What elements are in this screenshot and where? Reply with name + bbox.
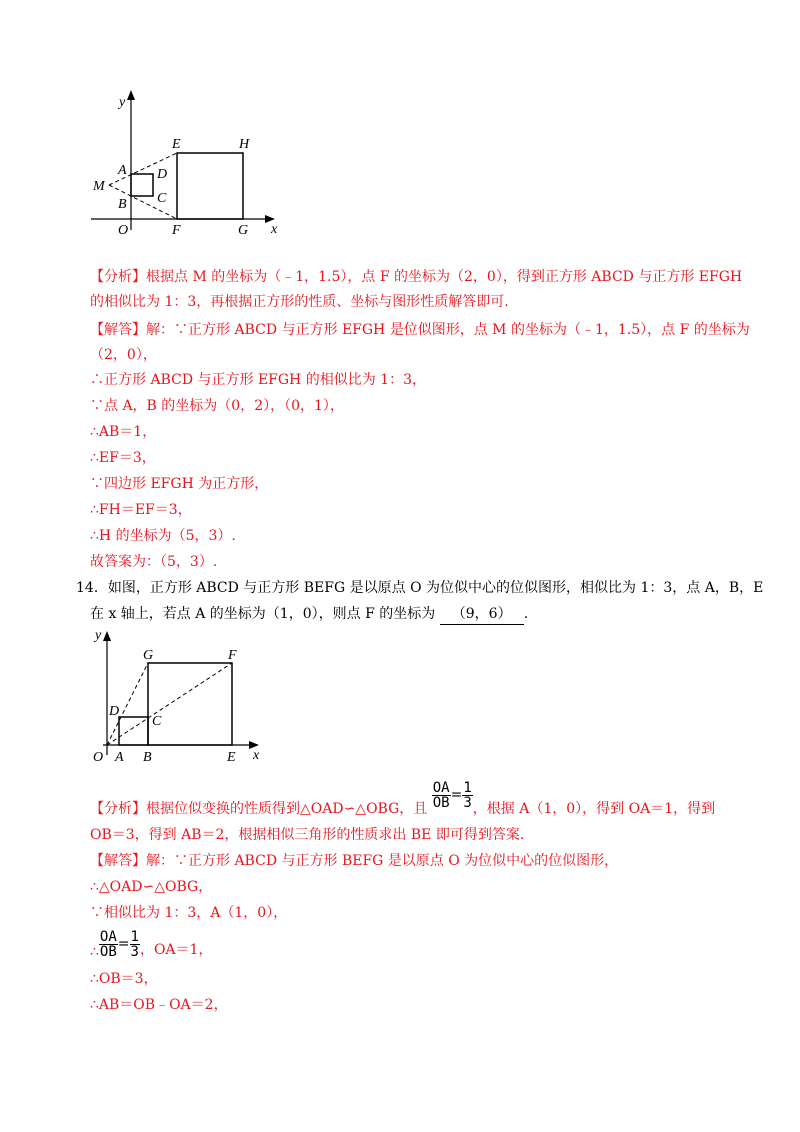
label-f: F (172, 223, 181, 238)
equals-sign-2: = (117, 936, 130, 952)
analysis-14-text-pre: 【分析】根据位似变换的性质得到△OAD∽△OBG，且 (90, 801, 428, 817)
answer-blank: （9，6） (440, 604, 524, 625)
analysis-14-text-post: ，根据 A（1，0），得到 OA＝1，得到 (472, 801, 716, 817)
label-c: C (152, 714, 162, 729)
solution-13-line-6: ∴EF＝3， (90, 450, 156, 466)
fraction-one-third-2 (130, 930, 140, 959)
solution-13-line-8: ∴FH＝EF＝3， (90, 502, 192, 518)
solution-13-line-7: ∵四边形 EFGH 为正方形， (90, 476, 269, 492)
fraction-rden: 3 (463, 794, 472, 811)
equals-sign: = (450, 787, 463, 803)
fraction-rnum-2: 1 (130, 928, 139, 945)
figure-2 (85, 625, 275, 770)
fraction-num: OA (432, 779, 450, 796)
fraction-oa-ob-2 (99, 930, 118, 959)
label-o: O (93, 750, 104, 765)
solution-13-line-1: 【解答】解：∵正方形 ABCD 与正方形 EFGH 是位似图形，点 M 的坐标为（﹣1，1.5），点 F 的坐标为 (90, 322, 750, 338)
solution-14-line-2: ∴△OAD∽△OBG， (90, 879, 213, 895)
solution-14-line-1: 【解答】解：∵正方形 ABCD 与正方形 BEFG 是以原点 O 为位似中心的位似图形， (90, 853, 619, 869)
label-x: x (253, 748, 260, 763)
figure-1 (85, 88, 295, 238)
label-x: x (271, 222, 278, 237)
label-d: D (109, 704, 120, 719)
label-h: H (239, 137, 250, 152)
label-y: y (119, 95, 126, 110)
therefore-symbol: ∴ (90, 944, 99, 960)
solution-14-line-3: ∵相似比为 1：3，A（1，0）， (90, 905, 288, 921)
solution-14-line-6: ∴AB＝OB﹣OA＝2， (90, 997, 228, 1013)
question-14-text: 在 x 轴上，若点 A 的坐标为（1，0），则点 F 的坐标为 (90, 606, 436, 622)
fraction-rden-2: 3 (130, 943, 139, 960)
fraction-num-2: OA (99, 928, 117, 945)
square-abcd (131, 174, 153, 196)
label-g: G (238, 223, 249, 238)
label-b: B (143, 750, 152, 765)
label-a: A (115, 750, 124, 765)
question-14-line-2 (90, 604, 528, 625)
fraction-den-2: OB (99, 943, 117, 960)
solution-13-line-3: ∴正方形 ABCD 与正方形 EFGH 的相似比为 1：3， (90, 372, 426, 388)
fraction-one-third (462, 781, 472, 810)
analysis-14-line-2: OB＝3，得到 AB＝2，根据相似三角形的性质求出 BE 即可得到答案. (90, 827, 525, 843)
question-14-line-1: 14．如图，正方形 ABCD 与正方形 BEFG 是以原点 O 为位似中心的位似图形，相似比为 1：3，点 A，B，E (76, 580, 764, 596)
label-d: D (157, 167, 168, 182)
label-e: E (227, 750, 236, 765)
label-a: A (118, 163, 127, 178)
question-14-period: . (523, 606, 529, 622)
answer-13: 故答案为：（5，3）. (90, 554, 218, 570)
solution-13-line-5: ∴AB＝1， (90, 424, 157, 440)
analysis-14-line-1 (90, 779, 716, 830)
label-e: E (172, 137, 181, 152)
dashed-o-f (107, 663, 232, 745)
label-b: B (118, 197, 127, 212)
solution-13-line-4: ∵点 A，B 的坐标为（0，2），（0，1）， (90, 398, 344, 414)
label-o: O (118, 223, 129, 238)
label-c: C (157, 191, 167, 206)
analysis-13-line-2: 的相似比为 1：3，再根据正方形的性质、坐标与图形性质解答即可. (90, 294, 509, 310)
square-efgh (177, 153, 243, 219)
label-g: G (143, 648, 154, 663)
label-m: M (93, 179, 105, 194)
solution-14-fraction-line (90, 924, 212, 964)
square-befg (148, 663, 232, 745)
solution-14-fraction-post: ，OA＝1， (139, 942, 213, 958)
solution-13-line-2: （2，0）， (90, 347, 157, 363)
y-axis-arrow (127, 90, 135, 100)
fraction-rnum: 1 (463, 779, 472, 796)
solution-14-line-5: ∴OB＝3， (90, 971, 158, 987)
fraction-oa-ob (432, 781, 451, 810)
label-y: y (95, 628, 102, 643)
y-axis-arrow (103, 631, 111, 641)
label-f: F (228, 648, 237, 663)
fraction-den: OB (432, 794, 450, 811)
analysis-13-line-1: 【分析】根据点 M 的坐标为（﹣1，1.5），点 F 的坐标为（2，0），得到正方形 ABCD 与正方形 EFGH (90, 269, 743, 285)
solution-13-line-9: ∴H 的坐标为（5，3）. (90, 528, 236, 544)
